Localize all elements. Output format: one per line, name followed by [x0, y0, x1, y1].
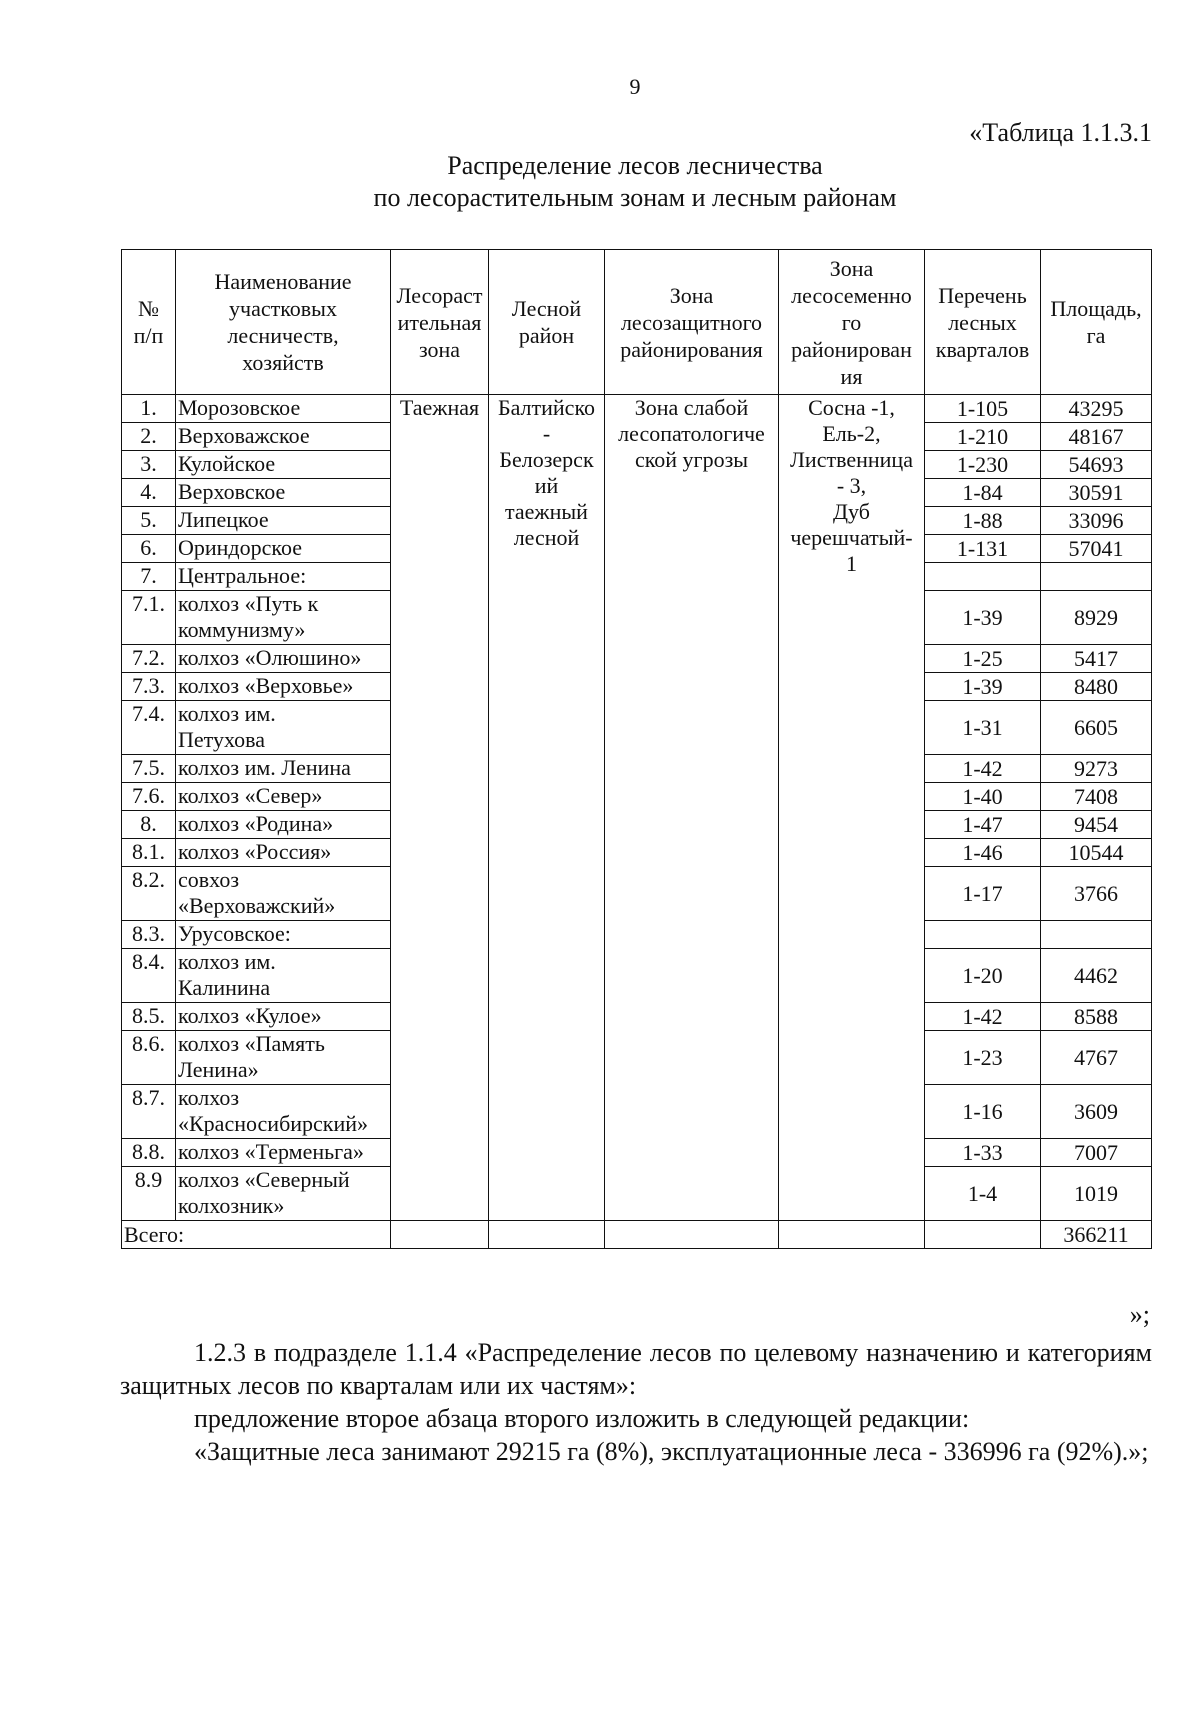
text-line: хозяйств — [242, 350, 324, 375]
text-line: черешчатый- — [790, 525, 913, 550]
quarters-list: 1-131 — [925, 535, 1041, 563]
area-ha: 3609 — [1041, 1085, 1152, 1139]
forestry-name — [176, 1085, 391, 1139]
closing-quote: »; — [1129, 1300, 1150, 1329]
quarters-list: 1-46 — [925, 839, 1041, 867]
table-header-row — [122, 250, 1152, 395]
title-line-1: Распределение лесов лесничества — [447, 151, 823, 180]
text-line: Зона слабой — [634, 395, 749, 420]
text-line: го — [841, 309, 862, 335]
forestry-name-line: Кулойское — [178, 451, 276, 476]
forestry-name — [176, 839, 391, 867]
forestry-name-line: Ленина» — [178, 1057, 259, 1082]
row-number: 7.1. — [122, 591, 176, 645]
text-line: Балтийско — [497, 395, 596, 420]
forestry-name — [176, 1167, 391, 1221]
quarters-list: 1-31 — [925, 701, 1041, 755]
forestry-name-line: Петухова — [178, 727, 266, 752]
text-line: № — [138, 296, 159, 321]
text-line: Дуб — [833, 499, 870, 524]
text-line: лесосеменно — [791, 282, 912, 308]
text-line: районирования — [620, 336, 763, 362]
text-line: 1 — [846, 551, 857, 576]
table-row — [122, 395, 1152, 423]
forestry-name-line: колхоз «Память — [178, 1031, 325, 1056]
empty-cell — [925, 1221, 1041, 1249]
forestry-name-line: Центральное: — [178, 563, 307, 588]
header-area — [1041, 250, 1152, 395]
total-label: Всего: — [122, 1221, 391, 1249]
forestry-name — [176, 811, 391, 839]
forestry-name — [176, 949, 391, 1003]
row-number: 7.3. — [122, 673, 176, 701]
forestry-name-line: колхоз «Путь к — [178, 591, 319, 616]
quarters-list — [925, 563, 1041, 591]
row-number: 8.6. — [122, 1031, 176, 1085]
header-num — [122, 250, 176, 395]
merged-seed-zone — [779, 395, 925, 1221]
quarters-list: 1-40 — [925, 783, 1041, 811]
area-ha: 9273 — [1041, 755, 1152, 783]
forestry-name — [176, 479, 391, 507]
text-line: Наименование — [214, 269, 352, 294]
header-quarters — [925, 250, 1041, 395]
text-line: Зона — [829, 255, 874, 281]
row-number: 1. — [122, 395, 176, 423]
forestry-name — [176, 507, 391, 535]
forestry-name-line: «Красносибирский» — [178, 1111, 369, 1136]
text-line: ия — [840, 363, 863, 389]
text-line: кварталов — [935, 336, 1030, 362]
text-line: ий — [534, 473, 559, 498]
forestry-name — [176, 535, 391, 563]
area-ha: 57041 — [1041, 535, 1152, 563]
empty-cell — [779, 1221, 925, 1249]
row-number: 7. — [122, 563, 176, 591]
text-line: Таежная — [399, 395, 480, 420]
row-number: 7.6. — [122, 783, 176, 811]
row-number: 8.3. — [122, 921, 176, 949]
total-row — [122, 1221, 1152, 1249]
quarters-list: 1-20 — [925, 949, 1041, 1003]
forestry-name-line: колхоз «Верховье» — [178, 673, 354, 698]
forestry-name — [176, 563, 391, 591]
merged-zone — [391, 395, 489, 1221]
forestry-name-line: Калинина — [178, 975, 271, 1000]
area-ha: 3766 — [1041, 867, 1152, 921]
text-line: Лиственница — [790, 447, 913, 472]
text-line: лесозащитного — [620, 309, 763, 335]
area-ha — [1041, 563, 1152, 591]
text-line: районирован — [791, 336, 912, 362]
text-line: Лесной — [511, 296, 582, 321]
forestry-name-line: колхоз им. Ленина — [178, 755, 351, 780]
forestry-name — [176, 1031, 391, 1085]
area-ha: 4767 — [1041, 1031, 1152, 1085]
forestry-name-line: Верховское — [178, 479, 286, 504]
area-ha: 7408 — [1041, 783, 1152, 811]
forestry-name — [176, 395, 391, 423]
text-line: - — [542, 421, 551, 446]
quarters-list: 1-105 — [925, 395, 1041, 423]
forestry-name — [176, 701, 391, 755]
quarters-list: 1-84 — [925, 479, 1041, 507]
forestry-name-line: совхоз — [178, 867, 240, 892]
merged-protection-zone — [605, 395, 779, 1221]
row-number: 8.5. — [122, 1003, 176, 1031]
row-number: 7.2. — [122, 645, 176, 673]
forestry-name — [176, 451, 391, 479]
text-line: лесопатологиче — [618, 421, 765, 446]
quarters-list: 1-33 — [925, 1139, 1041, 1167]
forestry-name — [176, 423, 391, 451]
quarters-list: 1-42 — [925, 755, 1041, 783]
forestry-name-line: колхоз «Родина» — [178, 811, 334, 836]
quarters-list: 1-16 — [925, 1085, 1041, 1139]
forestry-name-line: колхоз им. — [178, 949, 276, 974]
text-line: ской угрозы — [634, 447, 749, 472]
area-ha: 8480 — [1041, 673, 1152, 701]
forestry-name — [176, 783, 391, 811]
text-line: зона — [418, 336, 461, 362]
forestry-name-line: колхоз «Кулое» — [178, 1003, 322, 1028]
text-line: Площадь, — [1050, 296, 1142, 321]
text-line: лесных — [948, 309, 1017, 335]
area-ha: 5417 — [1041, 645, 1152, 673]
quarters-list: 1-39 — [925, 591, 1041, 645]
forestry-name-line: колхоз «Северный — [178, 1167, 350, 1192]
area-ha: 1019 — [1041, 1167, 1152, 1221]
paragraph-2: предложение второе абзаца второго изложить в следующей редакции: — [194, 1404, 970, 1433]
row-number: 8. — [122, 811, 176, 839]
quarters-list: 1-230 — [925, 451, 1041, 479]
merged-district — [489, 395, 605, 1221]
forestry-name — [176, 1139, 391, 1167]
quarters-list: 1-42 — [925, 1003, 1041, 1031]
header-protection-zone — [605, 250, 779, 395]
area-ha: 7007 — [1041, 1139, 1152, 1167]
forestry-name — [176, 1003, 391, 1031]
text-line: Перечень — [938, 282, 1027, 308]
title-line-2: по лесорастительным зонам и лесным районам — [373, 183, 897, 212]
row-number: 3. — [122, 451, 176, 479]
area-ha — [1041, 921, 1152, 949]
area-ha: 9454 — [1041, 811, 1152, 839]
row-number: 2. — [122, 423, 176, 451]
area-ha: 8929 — [1041, 591, 1152, 645]
forestry-name — [176, 867, 391, 921]
row-number: 8.7. — [122, 1085, 176, 1139]
forestry-name-line: Липецкое — [178, 507, 269, 532]
quarters-list: 1-23 — [925, 1031, 1041, 1085]
quarters-list: 1-88 — [925, 507, 1041, 535]
forestry-name-line: колхоз «Север» — [178, 783, 323, 808]
forestry-name-line: Ориндорское — [178, 535, 302, 560]
text-line: лесничеств, — [227, 323, 339, 348]
area-ha: 6605 — [1041, 701, 1152, 755]
header-district — [489, 250, 605, 395]
area-ha: 48167 — [1041, 423, 1152, 451]
header-name — [176, 250, 391, 395]
forestry-name-line: коммунизму» — [178, 617, 306, 642]
row-number: 8.2. — [122, 867, 176, 921]
row-number: 6. — [122, 535, 176, 563]
area-ha: 30591 — [1041, 479, 1152, 507]
table-label: «Таблица 1.1.3.1 — [969, 118, 1152, 147]
empty-cell — [391, 1221, 489, 1249]
forestry-name — [176, 755, 391, 783]
forestry-name-line: колхоз им. — [178, 701, 276, 726]
amendment-text — [120, 1336, 1152, 1468]
quarters-list: 1-210 — [925, 423, 1041, 451]
text-line: Ель-2, — [822, 421, 881, 446]
quarters-list: 1-17 — [925, 867, 1041, 921]
row-number: 8.4. — [122, 949, 176, 1003]
paragraph-3: «Защитные леса занимают 29215 га (8%), эксплуатационные леса - 336996 га (92%).»; — [194, 1437, 1149, 1466]
forestry-name-line: Урусовское: — [178, 921, 291, 946]
quarters-list: 1-4 — [925, 1167, 1041, 1221]
empty-cell — [605, 1221, 779, 1249]
row-number: 5. — [122, 507, 176, 535]
forestry-name-line: колхоз — [178, 1085, 240, 1110]
text-line: район — [518, 323, 575, 348]
area-ha: 54693 — [1041, 451, 1152, 479]
forestry-name — [176, 591, 391, 645]
forestry-name-line: Верховажское — [178, 423, 310, 448]
forestry-name — [176, 673, 391, 701]
forestry-name — [176, 921, 391, 949]
text-line: лесной — [513, 525, 580, 550]
area-ha: 33096 — [1041, 507, 1152, 535]
text-line: п/п — [133, 323, 164, 348]
text-line: Зона — [669, 282, 714, 308]
row-number: 7.4. — [122, 701, 176, 755]
forestry-name-line: колхоз «Терменьга» — [178, 1139, 364, 1164]
text-line: таежный — [505, 499, 588, 524]
quarters-list: 1-47 — [925, 811, 1041, 839]
row-number: 8.9 — [122, 1167, 176, 1221]
text-line: га — [1086, 323, 1106, 348]
forestry-name-line: Морозовское — [178, 395, 301, 420]
row-number: 8.1. — [122, 839, 176, 867]
page-number: 9 — [629, 74, 641, 99]
header-zone — [391, 250, 489, 395]
quarters-list: 1-39 — [925, 673, 1041, 701]
paragraph-1: 1.2.3 в подразделе 1.1.4 «Распределение лесов по целевому назначению и категориям защитных лесов по кварталам или их частям»: — [120, 1338, 1152, 1400]
row-number: 8.8. — [122, 1139, 176, 1167]
page-title — [0, 150, 1200, 214]
text-line: ительная — [397, 309, 482, 335]
area-ha: 8588 — [1041, 1003, 1152, 1031]
quarters-list — [925, 921, 1041, 949]
area-ha: 10544 — [1041, 839, 1152, 867]
forestry-name-line: колхоз «Россия» — [178, 839, 332, 864]
row-number: 7.5. — [122, 755, 176, 783]
text-line: Лесораст — [396, 282, 483, 308]
forest-distribution-table — [121, 249, 1152, 1249]
empty-cell — [489, 1221, 605, 1249]
area-ha: 43295 — [1041, 395, 1152, 423]
header-seed-zone — [779, 250, 925, 395]
total-area: 366211 — [1041, 1221, 1152, 1249]
quarters-list: 1-25 — [925, 645, 1041, 673]
area-ha: 4462 — [1041, 949, 1152, 1003]
text-line: Сосна -1, — [808, 395, 895, 420]
forestry-name — [176, 645, 391, 673]
forestry-name-line: колхозник» — [178, 1193, 285, 1218]
text-line: участковых — [229, 296, 337, 321]
forestry-name-line: колхоз «Олюшино» — [178, 645, 362, 670]
row-number: 4. — [122, 479, 176, 507]
text-line: Белозерск — [499, 447, 594, 472]
forestry-name-line: «Верховажский» — [178, 893, 336, 918]
text-line: - 3, — [836, 473, 867, 498]
